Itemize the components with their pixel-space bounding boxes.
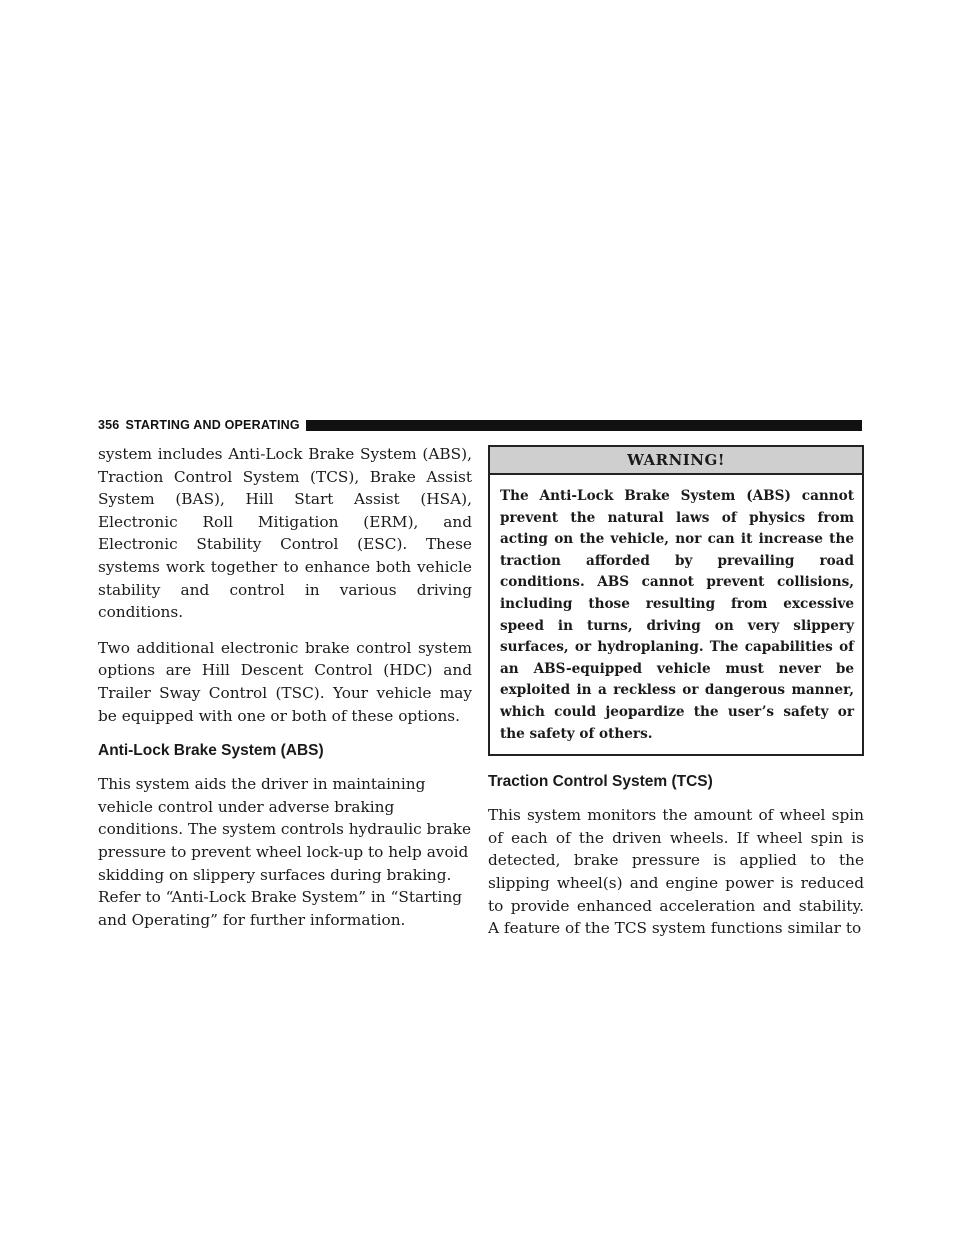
- abs-heading: Anti-Lock Brake System (ABS): [98, 742, 324, 760]
- section-title: STARTING AND OPERATING: [125, 418, 300, 432]
- warning-box: [488, 445, 864, 756]
- options-paragraph: Two additional electronic brake control system options are Hill Descent Control (HDC) and Trailer Sway Control (TSC). Your vehicle may be equipped with one or both of these options.: [98, 638, 472, 725]
- tcs-paragraph: This system monitors the amount of wheel spin of each of the driven wheels. If wheel spin is detected, brake pressure is applied to the slipping wheel(s) and engine power is reduced to provide enhanced acceleration and stability. A feature of the TCS system functions similar to: [488, 806, 864, 938]
- intro-paragraph: system includes Anti-Lock Brake System (ABS), Traction Control System (TCS), Brake Assist System (BAS), Hill Start Assist (HSA), Electronic Roll Mitigation (ERM), and Electronic Stability Control (ESC). These systems work together to enhance both vehicle stability and control in various driving conditions.: [98, 445, 472, 622]
- page-number: 356: [98, 418, 120, 432]
- header-rule: [306, 420, 862, 431]
- abs-paragraph: This system aids the driver in maintaining vehicle control under adverse braking conditions. The system controls hydraulic brake pressure to prevent wheel lock-up to help avoid skidding on slippery surfaces during braking. Refer to “Anti-Lock Brake System” in “Starting and Operating” for further information.: [98, 775, 472, 929]
- warning-title: WARNING!: [490, 447, 862, 475]
- warning-text: The Anti-Lock Brake System (ABS) cannot prevent the natural laws of physics from acting on the vehicle, nor can it increase the traction afforded by prevailing road conditions. ABS cannot prevent collisions, including those resulting from excessive speed in turns, driving on very slippery surfaces, or hydroplaning. The capabilities of an ABS-equipped vehicle must never be exploited in a reckless or dangerous manner, which could jeopardize the user’s safety or the safety of others.: [500, 488, 854, 742]
- page-header: [98, 418, 862, 432]
- left-column: [98, 443, 472, 944]
- right-column: [488, 445, 864, 953]
- tcs-heading: Traction Control System (TCS): [488, 773, 713, 791]
- header-label: [98, 418, 300, 432]
